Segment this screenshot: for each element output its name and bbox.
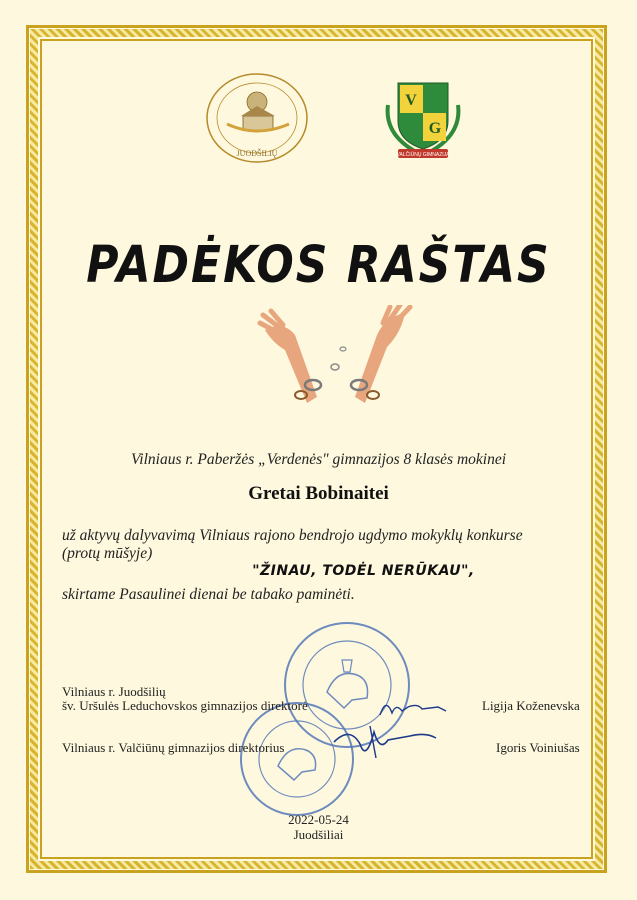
valciunu-gymnasium-logo [378,75,468,163]
right-logo-letter-g: G [428,120,442,137]
signatory-1-line-1: Vilniaus r. Juodšilių [62,684,166,699]
director-signature-2 [330,722,440,764]
signatory-2-name: Igoris Voiniušas [496,740,580,755]
issue-date: 2022-05-24 [288,812,349,827]
recipient-name: Gretai Bobinaitei [248,483,389,504]
left-logo-bottom-text: JUODŠILIŲ [236,149,278,158]
body-line-2: (protų mūšyje) [62,545,153,562]
issue-place: Juodšiliai [293,827,344,842]
body-line-3: skirtame Pasaulinei dienai be tabako paminėti. [62,586,355,603]
right-logo-banner: VALČIŪNŲ GIMNAZIJA [396,152,450,158]
certificate-title: PADĖKOS RAŠTAS [86,236,551,295]
signatory-1-name: Ligija Koženevska [482,698,580,713]
body-line-1: už aktyvų dalyvavimą Vilniaus rajono bendrojo ugdymo mokyklų konkurse [62,527,523,544]
school-line: Vilniaus r. Paberžės „Verdenės" gimnazijos 8 klasės mokinei [130,451,507,468]
hands-breaking-chains-image [255,305,415,417]
signatory-2-line: Vilniaus r. Valčiūnų gimnazijos direktorius [62,740,285,755]
contest-name: "ŽINAU, TODĖL NERŪKAU", [252,563,475,579]
juodsiliu-gymnasium-logo [205,72,310,164]
right-logo-letter-v: V [405,92,417,109]
signatory-1-line-2: šv. Uršulės Leduchovskos gimnazijos direktorė [62,698,308,713]
director-signature-1 [378,693,448,723]
